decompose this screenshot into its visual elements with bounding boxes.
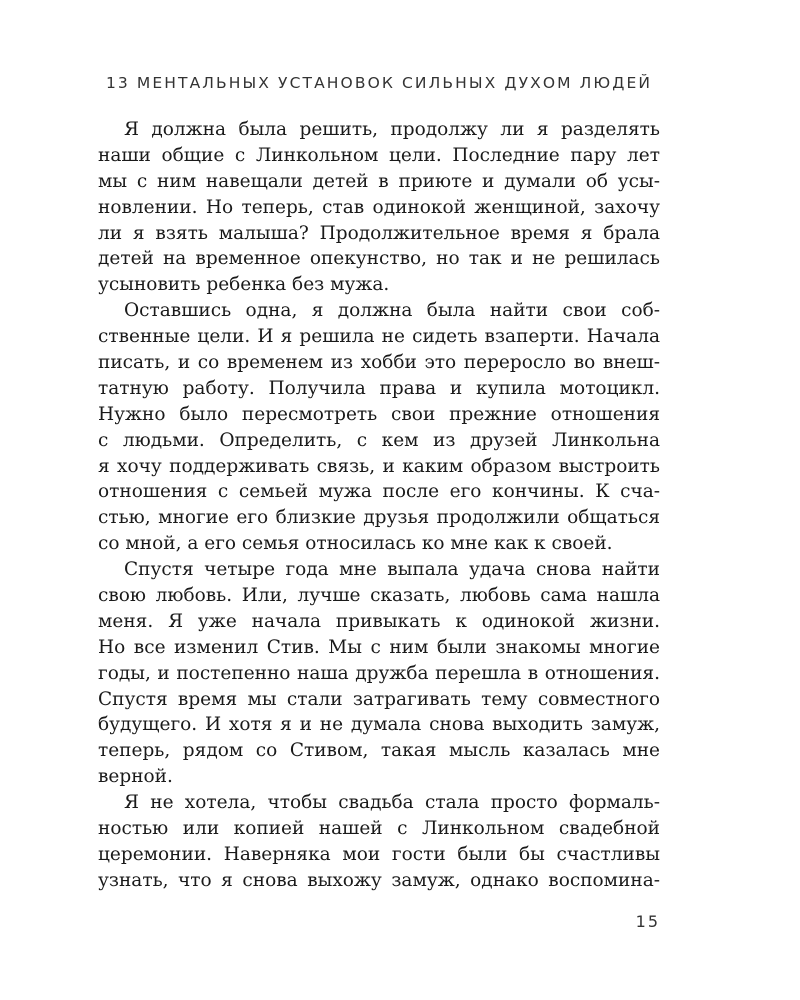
text-line: отношения с семьей мужа после его кончины. К сча- [98, 481, 660, 503]
text-line: годы, и постепенно наша дружба перешла в отношения. [98, 662, 660, 684]
paragraph [98, 557, 660, 790]
text-line: мы с ним навещали детей в приюте и думали об усы- [98, 170, 660, 192]
text-line: ли я взять малыша? Продолжительное время я брала [98, 222, 660, 244]
text-line: Нужно было пересмотреть свои прежние отношения [98, 403, 660, 425]
text-line: Я должна была решить, продолжу ли я разделять [124, 119, 660, 140]
text-line: меня. Я уже начала привыкать к одинокой жизни. [98, 610, 660, 632]
text-line: усыновить ребенка без мужа. [98, 274, 390, 296]
text-line: теперь, рядом со Стивом, такая мысль казалась мне [98, 740, 660, 762]
text-line: я хочу поддерживать связь, и каким образом выстроить [98, 455, 660, 477]
text-line: верной. [98, 766, 173, 788]
body-text [98, 117, 660, 894]
text-line: Спустя время мы стали затрагивать тему совместного [98, 688, 660, 710]
text-line: с людьми. Определить, с кем из друзей Линкольна [98, 429, 660, 451]
paragraph [98, 298, 660, 557]
text-line: Оставшись одна, я должна была найти свои соб- [124, 300, 660, 322]
text-line: церемонии. Наверняка мои гости были бы счастливы [98, 843, 660, 865]
running-header: 13 МЕНТАЛЬНЫХ УСТАНОВОК СИЛЬНЫХ ДУХОМ ЛЮДЕЙ [105, 74, 653, 92]
text-line: узнать, что я снова выхожу замуж, однако воспомина- [98, 869, 660, 891]
text-line: Я не хотела, чтобы свадьба стала просто формаль- [124, 792, 660, 814]
paragraph [98, 117, 660, 298]
text-line: писать, и со временем из хобби это переросло во внеш- [98, 352, 660, 374]
text-line: ственные цели. И я решила не сидеть взаперти. Начала [98, 326, 660, 348]
text-line: со мной, а его семья относилась ко мне как к своей. [98, 533, 613, 555]
text-line: татную работу. Получила права и купила мотоцикл. [98, 377, 660, 399]
text-line: Спустя четыре года мне выпала удача снова найти [124, 559, 660, 581]
text-line: Но все изменил Стив. Мы с ним были знакомы многие [98, 636, 660, 658]
text-line: свою любовь. Или, лучше сказать, любовь сама нашла [98, 585, 660, 607]
paragraph [98, 790, 660, 894]
text-line: детей на временное опекунство, но так и не решилась [98, 248, 660, 270]
text-line: стью, многие его близкие друзья продолжили общаться [98, 507, 660, 529]
text-line: новлении. Но теперь, став одинокой женщиной, захочу [98, 196, 660, 218]
text-line: наши общие с Линкольном цели. Последние пару лет [98, 144, 660, 166]
page-number: 15 [635, 912, 660, 931]
text-line: ностью или копией нашей с Линкольном свадебной [98, 818, 660, 840]
text-line: будущего. И хотя я и не думала снова выходить замуж, [98, 714, 660, 736]
